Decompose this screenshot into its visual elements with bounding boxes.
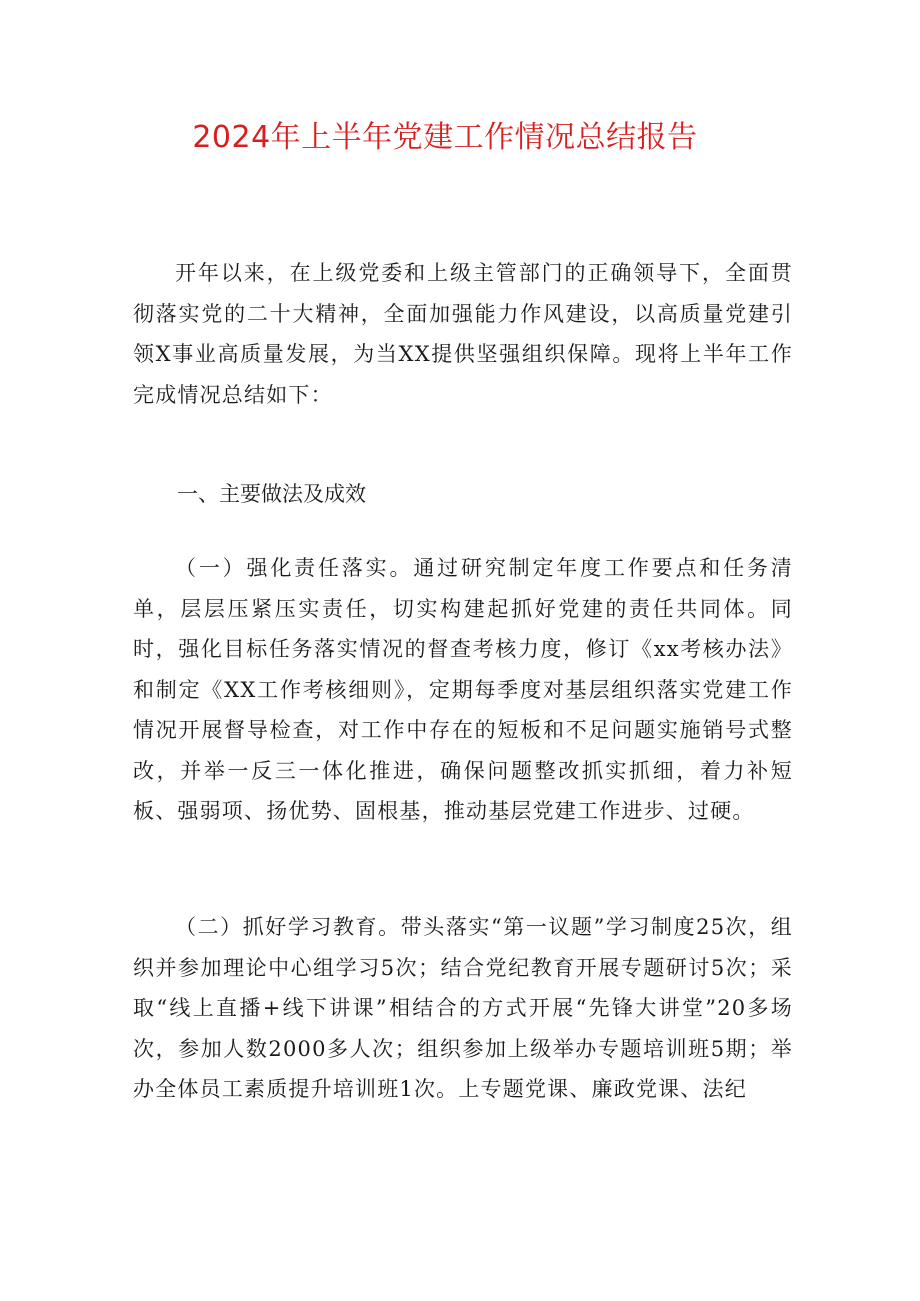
section-heading: 一、主要做法及成效 <box>177 482 366 506</box>
paragraph-responsibility: （一）强化责任落实。通过研究制定年度工作要点和任务清单，层层压紧压实责任，切实构建起抓好党建的责任共同体。同时，强化目标任务落实情况的督查考核力度，修订《xx考核办法》和制定《XX工作考核细则》，定期每季度对基层组织落实党建工作情况开展督导检查，对工作中存在的短板和不足问题实施销号式整改，并举一反三一体化推进，确保问题整改抓实抓细，着力补短板、强弱项、扬优势、固根基，推动基层党建工作进步、过硬。 <box>133 556 793 823</box>
document-title: 2024年上半年党建工作情况总结报告 <box>192 120 698 155</box>
intro-paragraph: 开年以来，在上级党委和上级主管部门的正确领导下，全面贯彻落实党的二十大精神，全面加强能力作风建设，以高质量党建引领X事业高质量发展，为当XX提供坚强组织保障。现将上半年工作完成情况总结如下： <box>133 261 793 407</box>
paragraph-study-education: （二）抓好学习教育。带头落实“第一议题”学习制度25次，组织并参加理论中心组学习5次；结合党纪教育开展专题研讨5次；采取“线上直播+线下讲课”相结合的方式开展“先锋大讲堂”20多场次，参加人数2000多人次；组织参加上级举办专题培训班5期；举办全体员工素质提升培训班1次。上专题党课、廉政党课、法纪 <box>133 915 793 1101</box>
